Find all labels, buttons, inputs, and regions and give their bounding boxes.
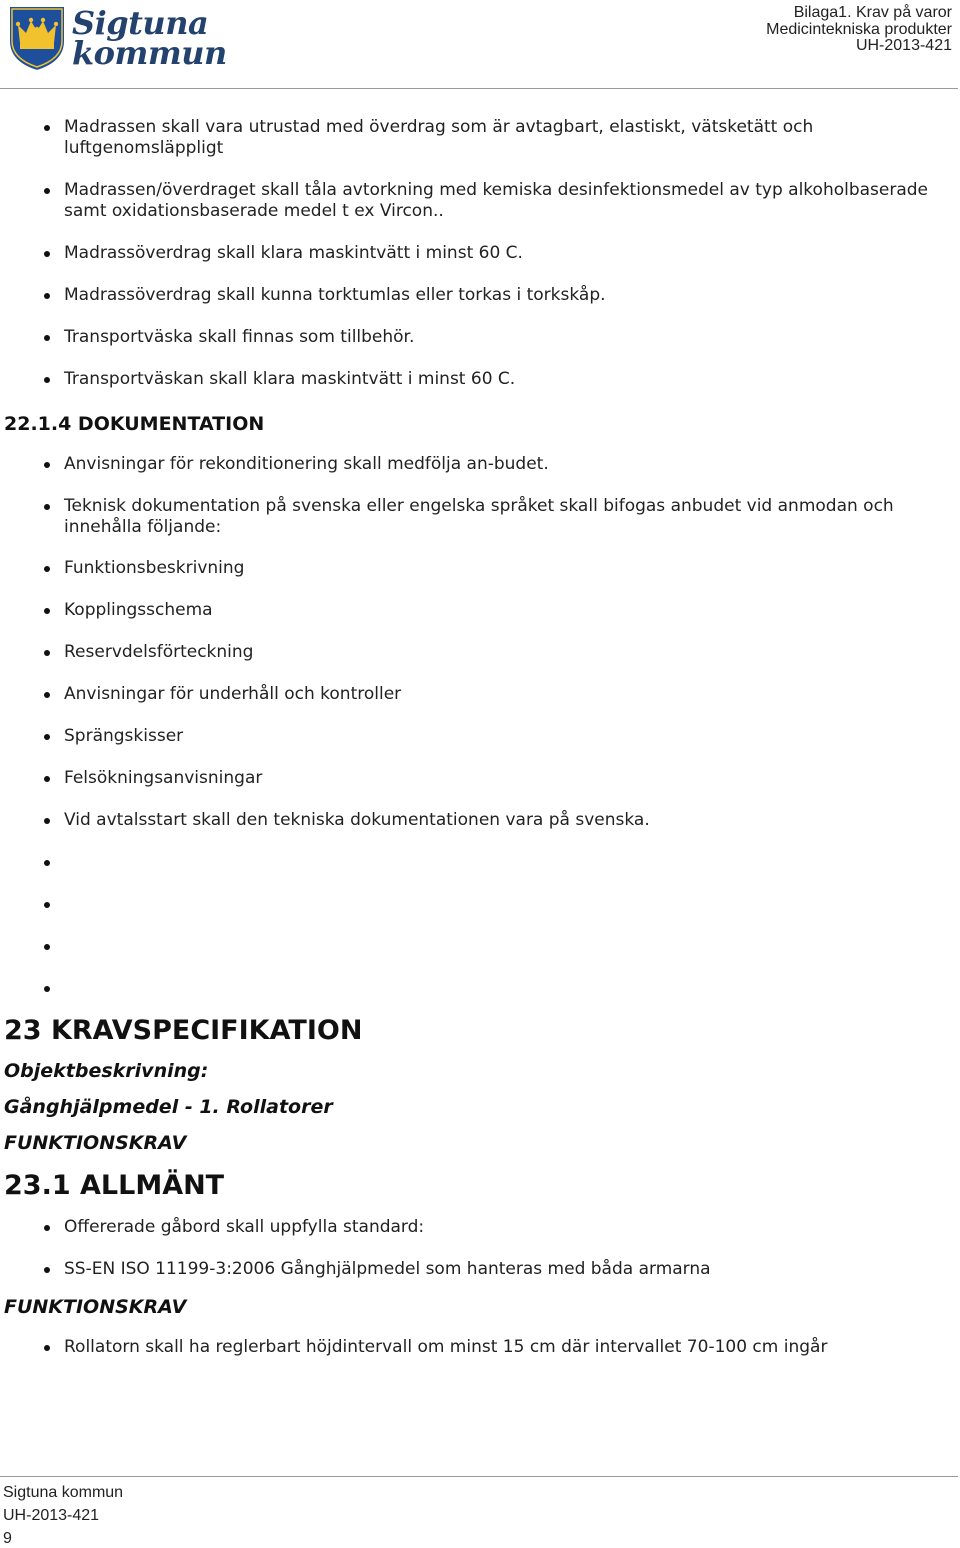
list-item: Felsökningsanvisningar — [64, 768, 944, 789]
functional-requirements-heading: FUNKTIONSKRAV — [4, 1132, 187, 1154]
footer-divider — [0, 1476, 958, 1477]
sigtuna-kommun-logo — [6, 3, 227, 75]
section-heading-23-1: 23.1 ALLMÄNT — [4, 1170, 225, 1201]
document-reference — [766, 5, 952, 55]
footer-reference: UH-2013-421 — [3, 1507, 100, 1524]
list-item: Kopplingsschema — [64, 600, 944, 621]
list-item: Sprängskisser — [64, 726, 944, 747]
list-item: Anvisningar för rekonditionering skall medfölja an-budet. — [64, 454, 944, 475]
list-item: Funktionsbeskrivning — [64, 558, 944, 579]
empty-list-item — [64, 894, 944, 915]
list-item: Anvisningar för underhåll och kontroller — [64, 684, 944, 705]
header-divider — [0, 88, 958, 89]
list-item: Teknisk dokumentation på svenska eller engelska språket skall bifogas anbudet vid anmodan och innehålla följande: — [64, 496, 944, 538]
reference-number: UH-2013-421 — [855, 37, 952, 54]
logo-text-sigtuna: Sigtuna — [72, 4, 209, 42]
section-heading-23: 23 KRAVSPECIFIKATION — [4, 1015, 363, 1046]
empty-list-item — [64, 852, 944, 873]
list-item: Madrassöverdrag skall kunna torktumlas eller torkas i torkskåp. — [64, 285, 944, 306]
list-item: Madrassöverdrag skall klara maskintvätt i minst 60 C. — [64, 243, 944, 264]
list-item: Transportväska skall finnas som tillbehör. — [64, 327, 944, 348]
list-item: Vid avtalsstart skall den tekniska dokumentationen vara på svenska. — [64, 810, 944, 831]
list-item: Madrassen skall vara utrustad med överdrag som är avtagbart, elastiskt, vätsketätt och luftgenomsläppligt — [64, 117, 944, 159]
functional-requirements-heading: FUNKTIONSKRAV — [4, 1296, 187, 1318]
logo-text-kommun: kommun — [72, 34, 227, 72]
footer-organization: Sigtuna kommun — [3, 1484, 124, 1501]
list-item: Rollatorn skall ha reglerbart höjdintervall om minst 15 cm där intervallet 70-100 cm ingår — [64, 1337, 944, 1358]
object-description-value: Gånghjälpmedel - 1. Rollatorer — [4, 1096, 333, 1118]
list-item: SS-EN ISO 11199-3:2006 Gånghjälpmedel som hanteras med båda armarna — [64, 1259, 944, 1280]
attachment-title: Bilaga1. Krav på varor — [793, 4, 952, 21]
product-category: Medicintekniska produkter — [766, 20, 952, 38]
empty-list-item — [64, 936, 944, 957]
list-item: Reservdelsförteckning — [64, 642, 944, 663]
list-item: Madrassen/överdraget skall tåla avtorkning med kemiska desinfektionsmedel av typ alkoholbaserade samt oxidationsbaserade medel t ex Vircon.. — [64, 180, 944, 222]
section-heading-22-1-4: 22.1.4 DOKUMENTATION — [4, 413, 265, 435]
list-item: Transportväskan skall klara maskintvätt i minst 60 C. — [64, 369, 944, 390]
page-header — [0, 0, 960, 90]
page-number: 9 — [3, 1530, 12, 1547]
list-item: Offererade gåbord skall uppfylla standard: — [64, 1217, 944, 1238]
empty-list-item — [64, 978, 944, 999]
object-description-label: Objektbeskrivning: — [4, 1060, 209, 1082]
coat-of-arms-icon — [6, 3, 68, 73]
